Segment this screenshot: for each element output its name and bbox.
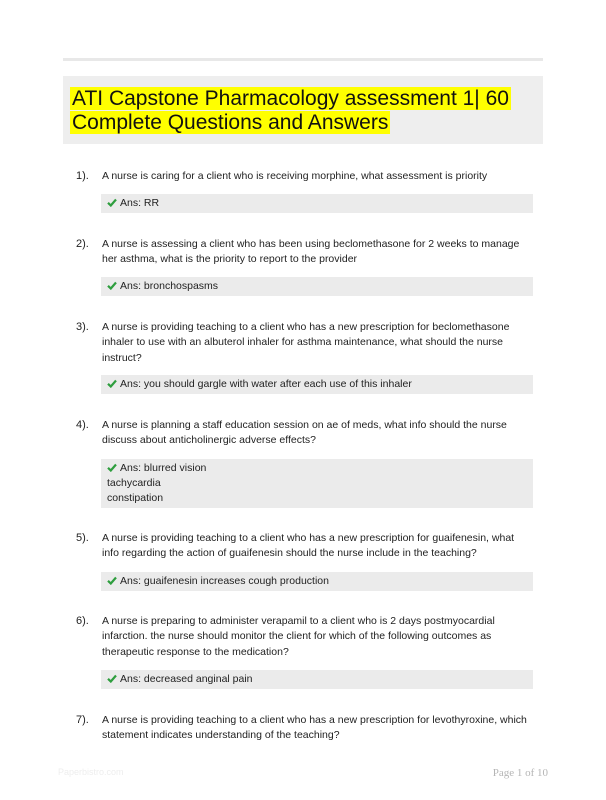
question-number: 3).: [76, 321, 89, 333]
answer-box: [101, 572, 533, 591]
check-icon: [107, 281, 117, 290]
question-number: 5).: [76, 532, 89, 544]
question-text: A nurse is assessing a client who has been using beclomethasone for 2 weeks to manage her asthma, what is the priority to report to the provider: [102, 238, 520, 266]
answer-box: [101, 670, 533, 689]
question-text: A nurse is providing teaching to a client who has a new prescription for guaifenesin, what info regarding the action of guaifenesin should the nurse include in the teaching?: [102, 532, 515, 560]
question-text: A nurse is caring for a client who is receiving morphine, what assessment is priority: [102, 170, 488, 182]
question-text: A nurse is providing teaching to a client who has a new prescription for levothyroxine, which statement indicates understanding of the teaching?: [102, 714, 527, 742]
footer-watermark: Paperbistro.com: [58, 767, 124, 777]
answer-text: Ans: RR: [120, 197, 160, 209]
answer-text: constipation: [107, 492, 164, 504]
question-number: 7).: [76, 714, 89, 726]
check-icon: [107, 379, 117, 388]
document-title: ATI Capstone Pharmacology assessment 1| 60 Complete Questions and Answers: [72, 87, 509, 134]
question-text: A nurse is preparing to administer verapamil to a client who is 2 days postmyocardial infarction. the nurse should monitor the client for which of the following outcomes as therapeutic response to the medication?: [102, 615, 495, 658]
check-icon: [107, 674, 117, 683]
answer-box: [101, 277, 533, 296]
answer-text: Ans: blurred vision: [120, 462, 207, 474]
top-divider: [63, 58, 543, 61]
answer-text: Ans: bronchospasms: [120, 280, 219, 292]
answer-text: Ans: you should gargle with water after each use of this inhaler: [120, 378, 412, 390]
question-text: A nurse is providing teaching to a client who has a new prescription for beclomethasone inhaler to use with an albuterol inhaler for asthma maintenance, what should the nurse instruct?: [102, 321, 510, 364]
answer-text: Ans: decreased anginal pain: [120, 673, 253, 685]
question-number: 1).: [76, 170, 89, 182]
question-number: 2).: [76, 238, 89, 250]
check-icon: [107, 576, 117, 585]
page-number: Page 1 of 10: [492, 767, 548, 779]
question-number: 6).: [76, 615, 89, 627]
check-icon: [107, 198, 117, 207]
answer-box: [101, 459, 533, 508]
answer-box: [101, 375, 533, 394]
answer-box: [101, 194, 533, 213]
question-number: 4).: [76, 419, 89, 431]
answer-text: tachycardia: [107, 477, 161, 489]
check-icon: [107, 463, 117, 472]
answer-text: Ans: guaifenesin increases cough production: [120, 575, 329, 587]
question-text: A nurse is planning a staff education session on ae of meds, what info should the nurse discuss about anticholinergic adverse effects?: [102, 419, 507, 447]
